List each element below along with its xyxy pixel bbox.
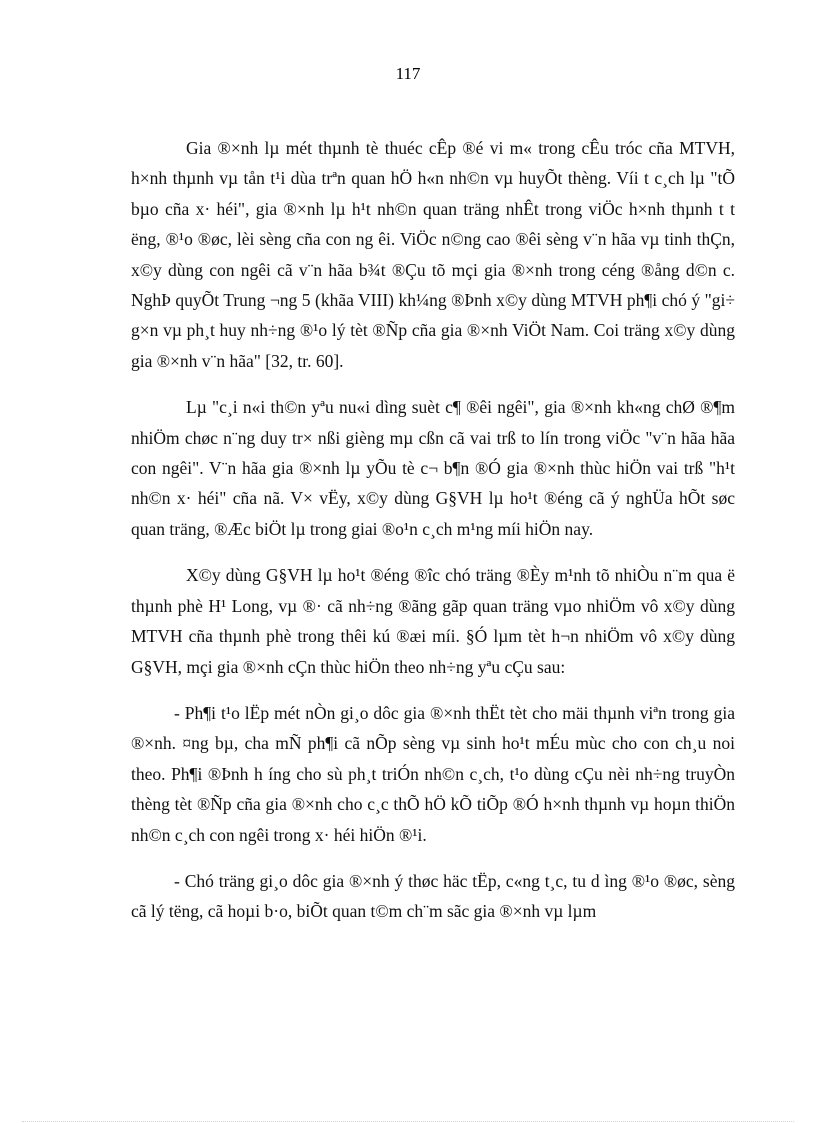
paragraph-requirement-education: - Ph¶i t¹o lËp mét nÒn gi¸o dôc gia ®×nh thËt tèt cho mäi thµnh viªn trong gia ®×nh. ¤ng bµ, cha mÑ ph¶i cã nÕp sèng vµ sinh ho¹t mÉu mùc cho con ch¸u noi theo. Ph¶i ®Þnh h íng cho sù ph¸t triÓn nh©n c¸ch, t¹o dùng cÇu nèi nh÷ng truyÒn thèng tèt ®Ñp cña gia ®×nh cho c¸c thÕ hÖ kÕ tiÕp ®Ó h×nh thµnh vµ hoµn thiÖn nh©n c¸ch con ngêi trong x· héi hiÖn ®¹i. <box>131 702 735 845</box>
body-text <box>131 133 735 943</box>
paragraph-requirement-awareness: - Chó träng gi¸o dôc gia ®×nh ý thøc häc tËp, c«ng t¸c, tu d ìng ®¹o ®øc, sèng cã lý tëng, cã hoµi b·o, biÕt quan t©m ch¨m sãc gia ®×nh vµ lµm <box>131 870 735 922</box>
page-bottom-divider <box>22 1121 794 1122</box>
page-number: 117 <box>395 64 421 83</box>
paragraph-family-cradle: Lµ "c¸i n«i th©n yªu nu«i dìng suèt c¶ ®êi ngêi", gia ®×nh kh«ng chØ ®¶m nhiÖm chøc n¨ng duy tr× nßi gièng mµ cßn cã vai trß to lín trong viÖc "v¨n hãa hãa con ngêi". V¨n hãa gia ®×nh lµ yÕu tè c¬ b¶n ®Ó gia ®×nh thùc hiÖn vai trß "h¹t nh©n x· héi" cña nã. V× vËy, x©y dùng G§VH lµ ho¹t ®éng cã ý nghÜa hÕt søc quan träng, ®Æc biÖt lµ trong giai ®o¹n c¸ch m¹ng míi hiÖn nay. <box>131 397 735 539</box>
paragraph-ha-long: X©y dùng G§VH lµ ho¹t ®éng ®îc chó träng ®Èy m¹nh tõ nhiÒu n¨m qua ë thµnh phè H¹ Long, vµ ®· cã nh÷ng ®ãng gãp quan träng vµo nhiÖm vô x©y dùng MTVH cña thµnh phè trong thêi kú ®æi míi. §Ó lµm tèt h¬n nhiÖm vô x©y dùng G§VH, mçi gia ®×nh cÇn thùc hiÖn theo nh÷ng yªu cÇu sau: <box>131 565 735 677</box>
paragraph-family-role: Gia ®×nh lµ mét thµnh tè thuéc cÊp ®é vi m« trong cÊu tróc cña MTVH, h×nh thµnh vµ tån t¹i dùa trªn quan hÖ h«n nh©n vµ huyÕt thèng. Víi t c¸ch lµ "tÕ bµo cña x· héi", gia ®×nh lµ h¹t nh©n quan träng nhÊt trong viÖc h×nh thµnh t t ëng, ®¹o ®øc, lèi sèng cña con ng êi. ViÖc n©ng cao ®êi sèng v¨n hãa vµ tinh thÇn, x©y dùng con ngêi cã v¨n hãa b¾t ®Çu tõ mçi gia ®×nh trong céng ®ång d©n c. NghÞ quyÕt Trung ¬ng 5 (khãa VIII) kh¼ng ®Þnh x©y dùng MTVH ph¶i chó ý "gi÷ g×n vµ ph¸t huy nh÷ng ®¹o lý tèt ®Ñp cña gia ®×nh ViÖt Nam. Coi träng x©y dùng gia ®×nh v¨n hãa" [32, tr. 60]. <box>131 138 735 371</box>
